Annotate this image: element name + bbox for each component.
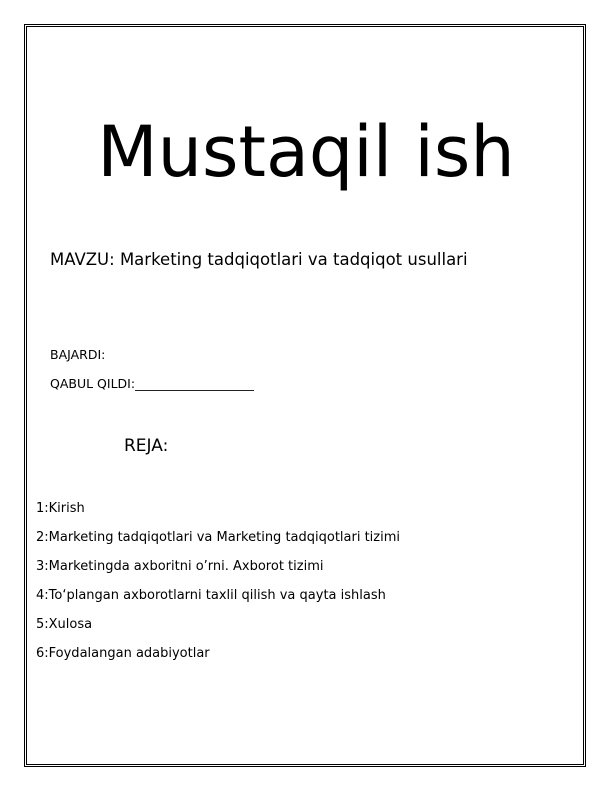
plan-list [36,500,400,674]
plan-item: 1:Kirish [36,501,85,516]
plan-item: 6:Foydalangan adabiyotlar [36,646,210,661]
plan-item: 5:Xulosa [36,617,93,632]
accepted-by-label: QABUL QILDI:___________________ [50,376,254,391]
plan-item: 4:To‘plangan axborotlarni taxlil qilish va qayta ishlash [36,588,386,603]
plan-item: 3:Marketingda axboritni o’rni. Axborot tizimi [36,559,324,574]
document-title: Mustaqil ish [97,111,515,193]
plan-heading: REJA: [124,436,169,456]
performer-label: BAJARDI: [50,347,106,362]
topic-line: MAVZU: Marketing tadqiqotlari va tadqiqot usullari [50,250,468,269]
plan-item: 2:Marketing tadqiqotlari va Marketing tadqiqotlari tizimi [36,530,401,545]
